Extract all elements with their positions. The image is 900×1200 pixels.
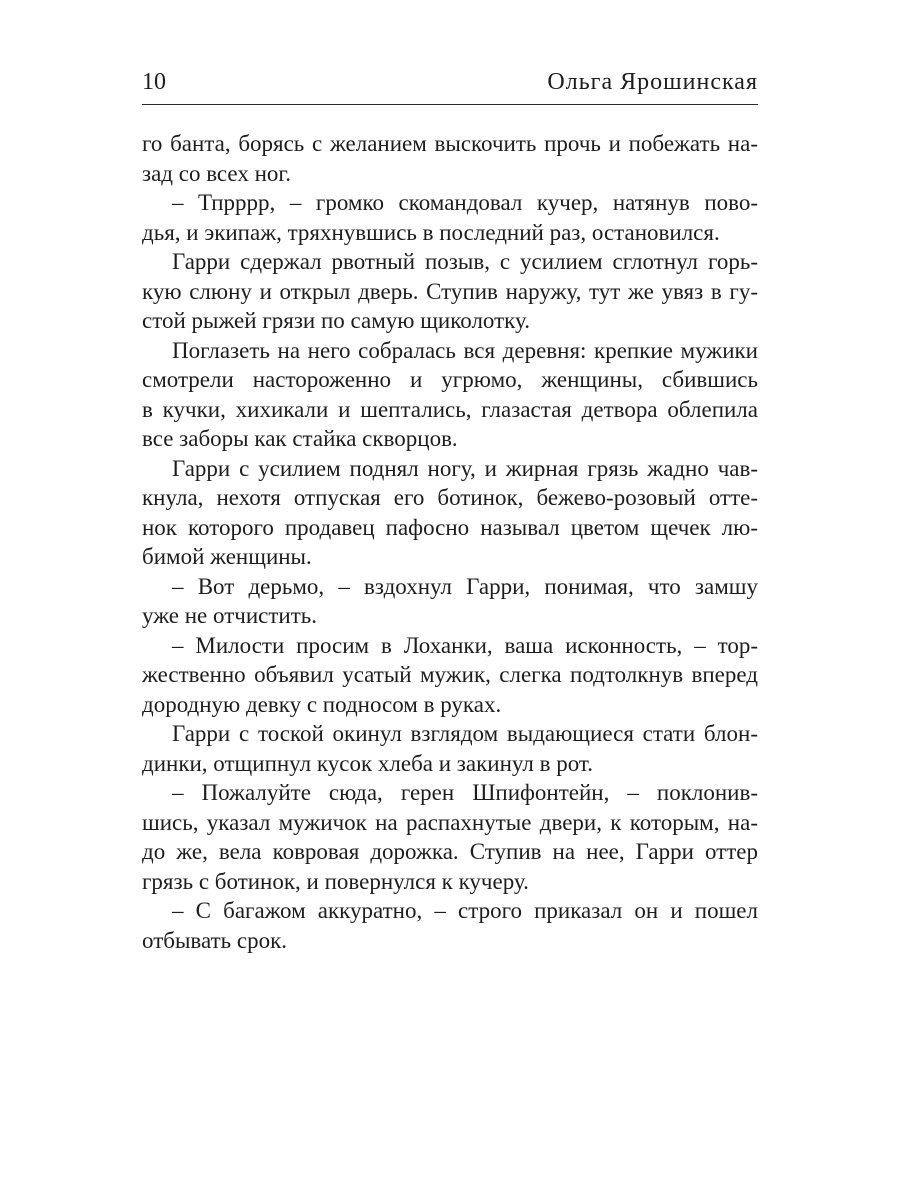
text-line: бимой женщины.: [142, 544, 312, 569]
text-line: Поглазеть на него собралась вся деревня: крепкие мужики: [172, 337, 758, 363]
text-line: дья, и экипаж, тряхнувшись в последний раз, остановился.: [142, 219, 720, 245]
text-line: отбывать срок.: [142, 927, 287, 953]
text-line: уже не отчистить.: [142, 603, 317, 628]
text-line: зад со всех ног.: [142, 160, 291, 186]
text-line: Гарри сдержал рвотный позыв, с усилием сглотнул горь-: [172, 249, 758, 274]
text-line: в кучки, хихикали и шептались, глазастая детвора облепила: [142, 396, 758, 422]
text-line: до же, вела ковровая дорожка. Ступив на нее, Гарри оттер: [142, 839, 758, 864]
text-line: кнула, нехотя отпуская его ботинок, бежево-розовый отте-: [142, 485, 758, 510]
page-number: 10: [142, 69, 166, 95]
text-line: – Пожалуйте сюда, герен Шпифонтейн, – поклонив-: [172, 780, 758, 805]
text-line: дородную девку с подносом в руках.: [142, 691, 502, 717]
body-text: [142, 129, 758, 955]
text-line: го банта, борясь с желанием выскочить прочь и побежать на-: [142, 131, 758, 156]
text-line: – С багажом аккуратно, – строго приказал он и пошел: [172, 898, 758, 923]
text-line: – Тпрррр, – громко скомандовал кучер, натянув пово-: [172, 190, 758, 215]
text-line: – Вот дерьмо, – вздохнул Гарри, понимая, что замшу: [172, 573, 758, 599]
text-line: жественно объявил усатый мужик, слегка подтолкнув вперед: [142, 662, 758, 687]
page-header: [142, 66, 758, 100]
text-line: Гарри с тоской окинул взглядом выдающиеся стати блон-: [172, 721, 758, 746]
text-line: смотрели настороженно и угрюмо, женщины, сбившись: [142, 367, 758, 392]
text-line: все заборы как стайка скворцов.: [142, 426, 458, 451]
text-line: шись, указал мужичок на распахнутые двери, к которым, на-: [142, 809, 758, 835]
text-line: Гарри с усилием поднял ногу, и жирная грязь жадно чав-: [172, 455, 758, 481]
text-line: грязь с ботинок, и повернулся к кучеру.: [142, 868, 529, 894]
text-line: динки, отщипнул кусок хлеба и закинул в рот.: [142, 750, 593, 776]
text-line: кую слюну и открыл дверь. Ступив наружу, тут же увяз в гу-: [142, 278, 758, 304]
text-line: стой рыжей грязи по самую щиколотку.: [142, 308, 530, 333]
header-divider: [142, 104, 758, 105]
author-running-head: Ольга Ярошинская: [547, 69, 758, 95]
text-line: нок которого продавец пафосно называл цветом щечек лю-: [142, 514, 758, 540]
text-line: – Милости просим в Лоханки, ваша исконность, – тор-: [172, 632, 758, 658]
